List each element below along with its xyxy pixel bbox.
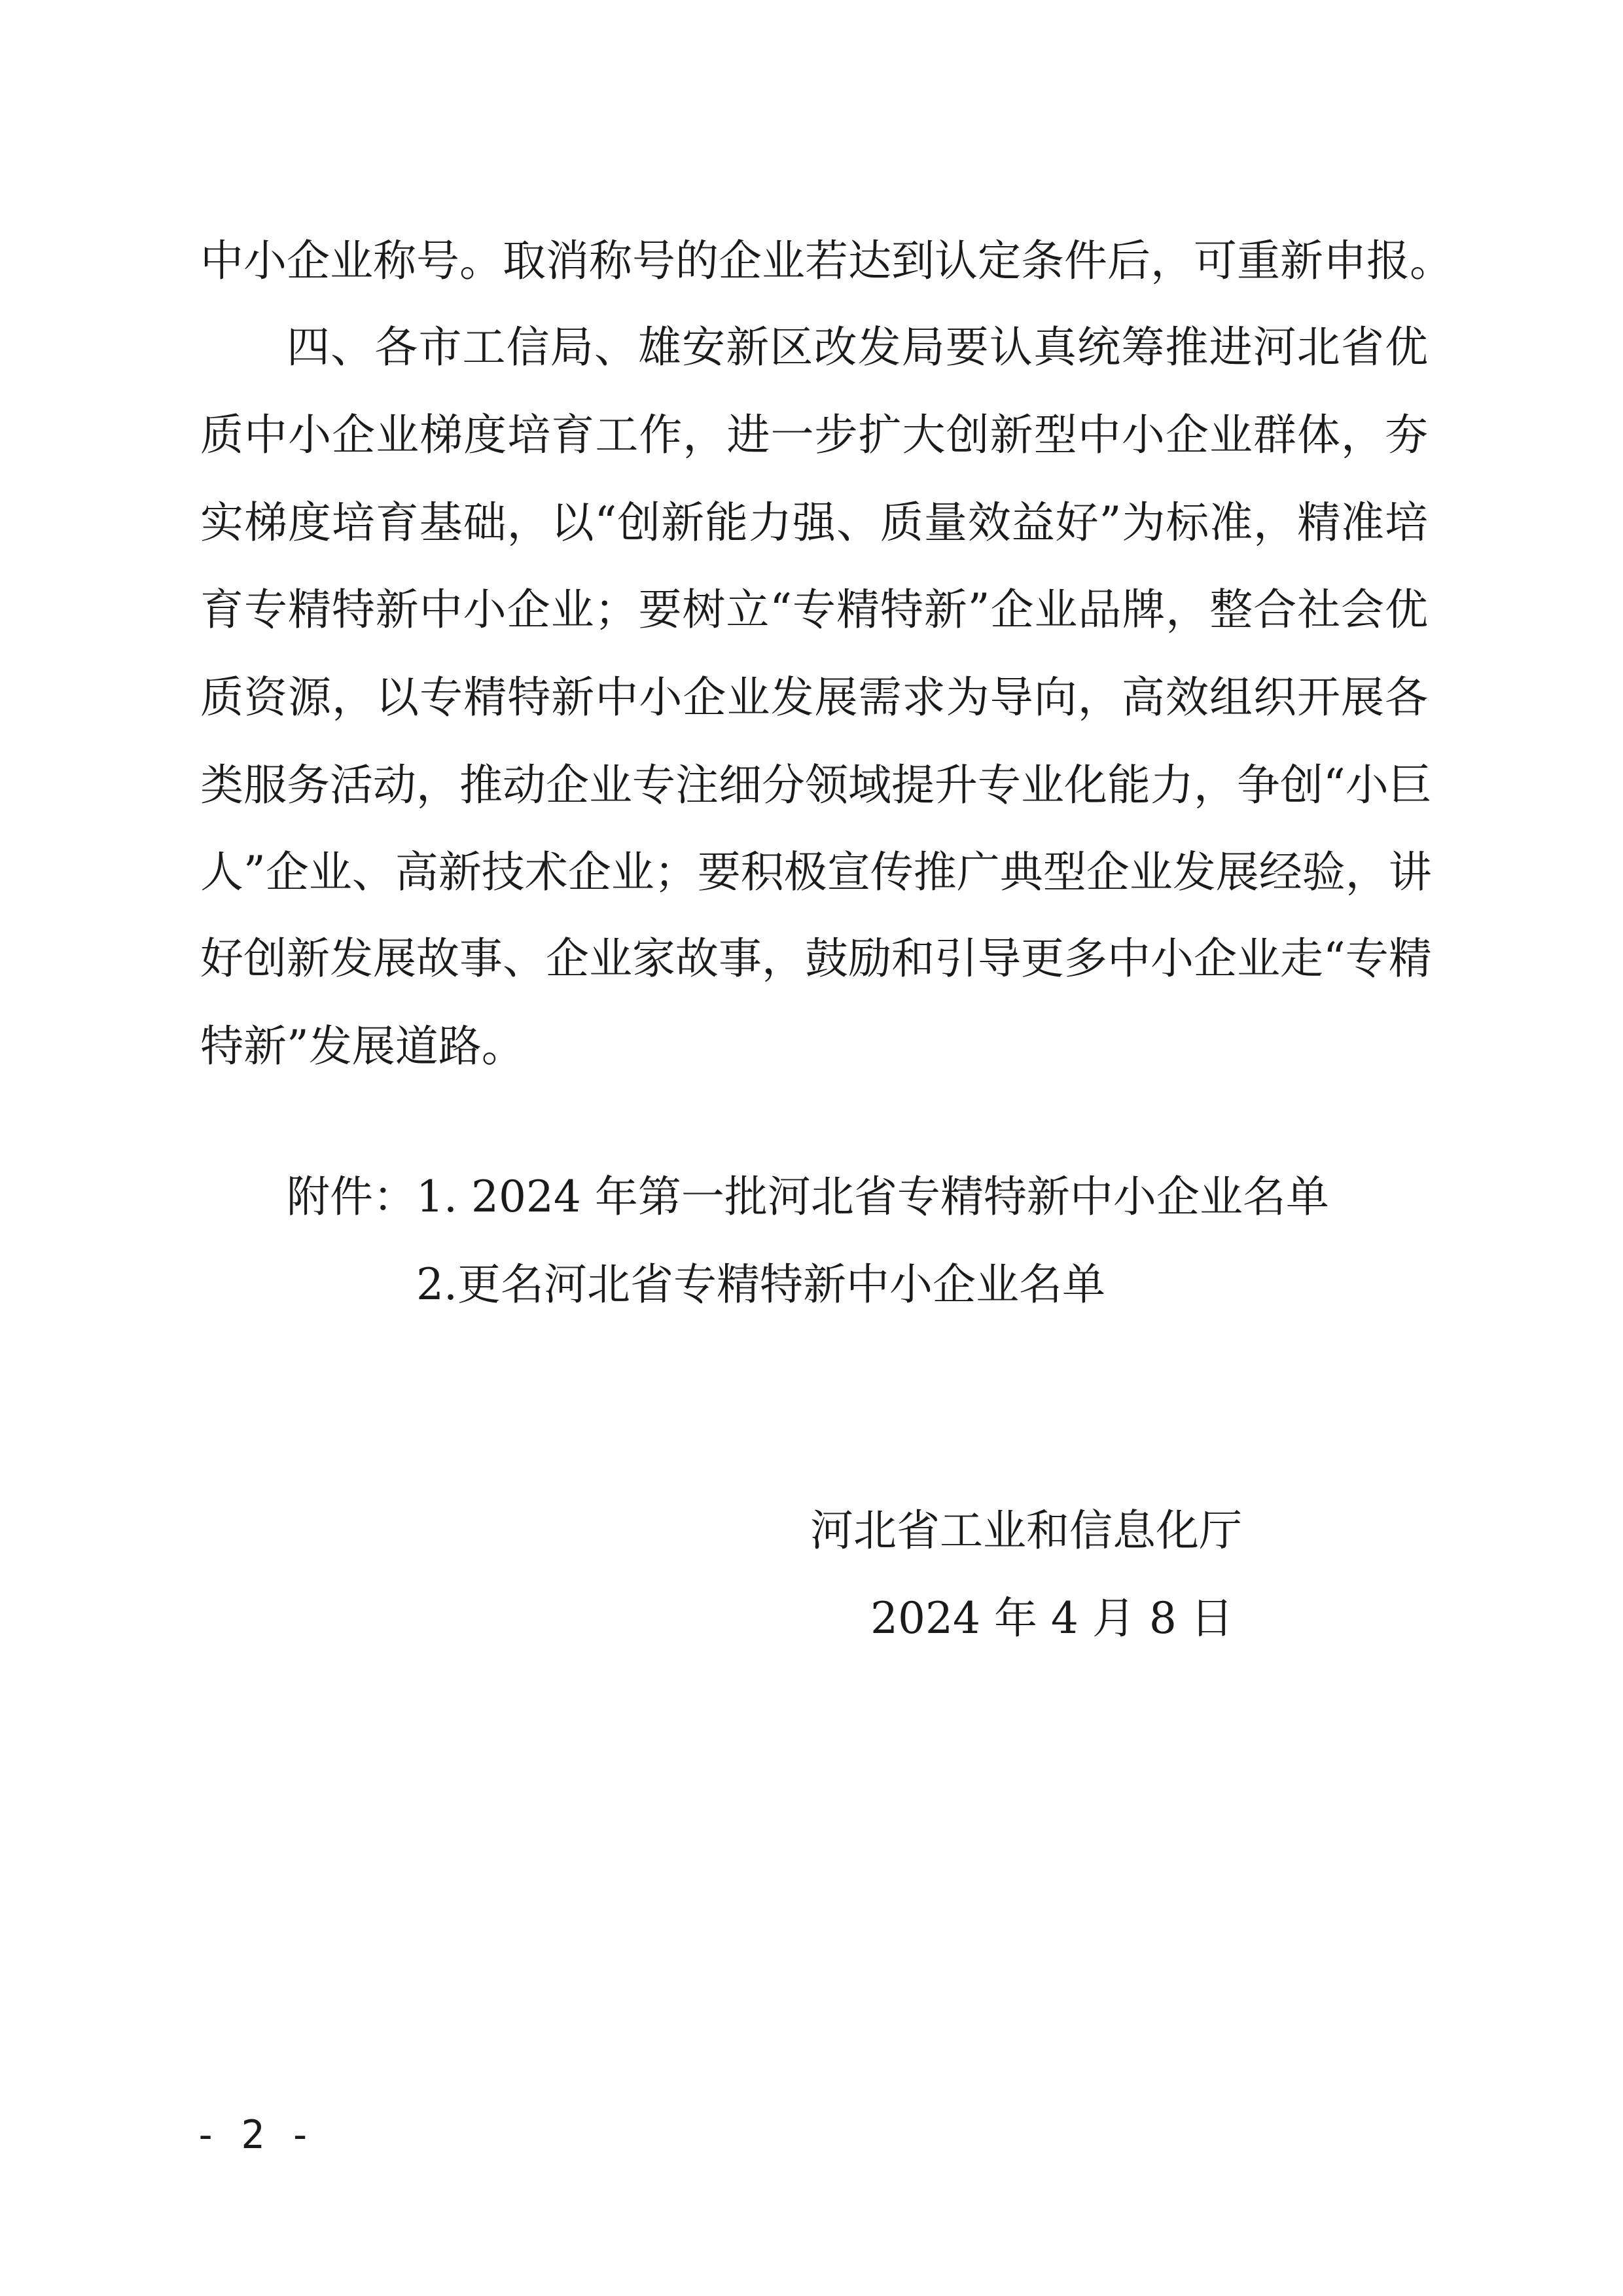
paragraph-line: 质中小企业梯度培育工作，进一步扩大创新型中小企业群体，夯 [200, 410, 1428, 460]
attachment-item-2: 2.更名河北省专精特新中小企业名单 [416, 1259, 1105, 1310]
paragraph-line: 好创新发展故事、企业家故事，鼓励和引导更多中小企业走“专精 [200, 933, 1432, 984]
page-number: - 2 - [194, 2112, 312, 2158]
paragraph-line: 四、各市工信局、雄安新区改发局要认真统筹推进河北省优 [287, 322, 1428, 372]
paragraph-line: 人”企业、高新技术企业；要积极宣传推广典型企业发展经验，讲 [200, 847, 1432, 897]
paragraph-line: 实梯度培育基础，以“创新能力强、质量效益好”为标准，精准培 [200, 497, 1428, 548]
paragraph-line: 质资源，以专精特新中小企业发展需求为导向，高效组织开展各 [200, 672, 1428, 723]
paragraph-line: 类服务活动，推动企业专注细分领域提升专业化能力，争创“小巨 [200, 760, 1432, 810]
signature-date: 2024 年 4 月 8 日 [870, 1593, 1234, 1643]
signature-organization: 河北省工业和信息化厅 [810, 1505, 1242, 1556]
paragraph-line: 中小企业称号。取消称号的企业若达到认定条件后，可重新申报。 [200, 236, 1453, 286]
paragraph-line: 育专精特新中小企业；要树立“专精特新”企业品牌，整合社会优 [200, 584, 1428, 635]
attachment-item-1: 附件：1. 2024 年第一批河北省专精特新中小企业名单 [287, 1172, 1329, 1222]
paragraph-line: 特新”发展道路。 [200, 1021, 525, 1071]
